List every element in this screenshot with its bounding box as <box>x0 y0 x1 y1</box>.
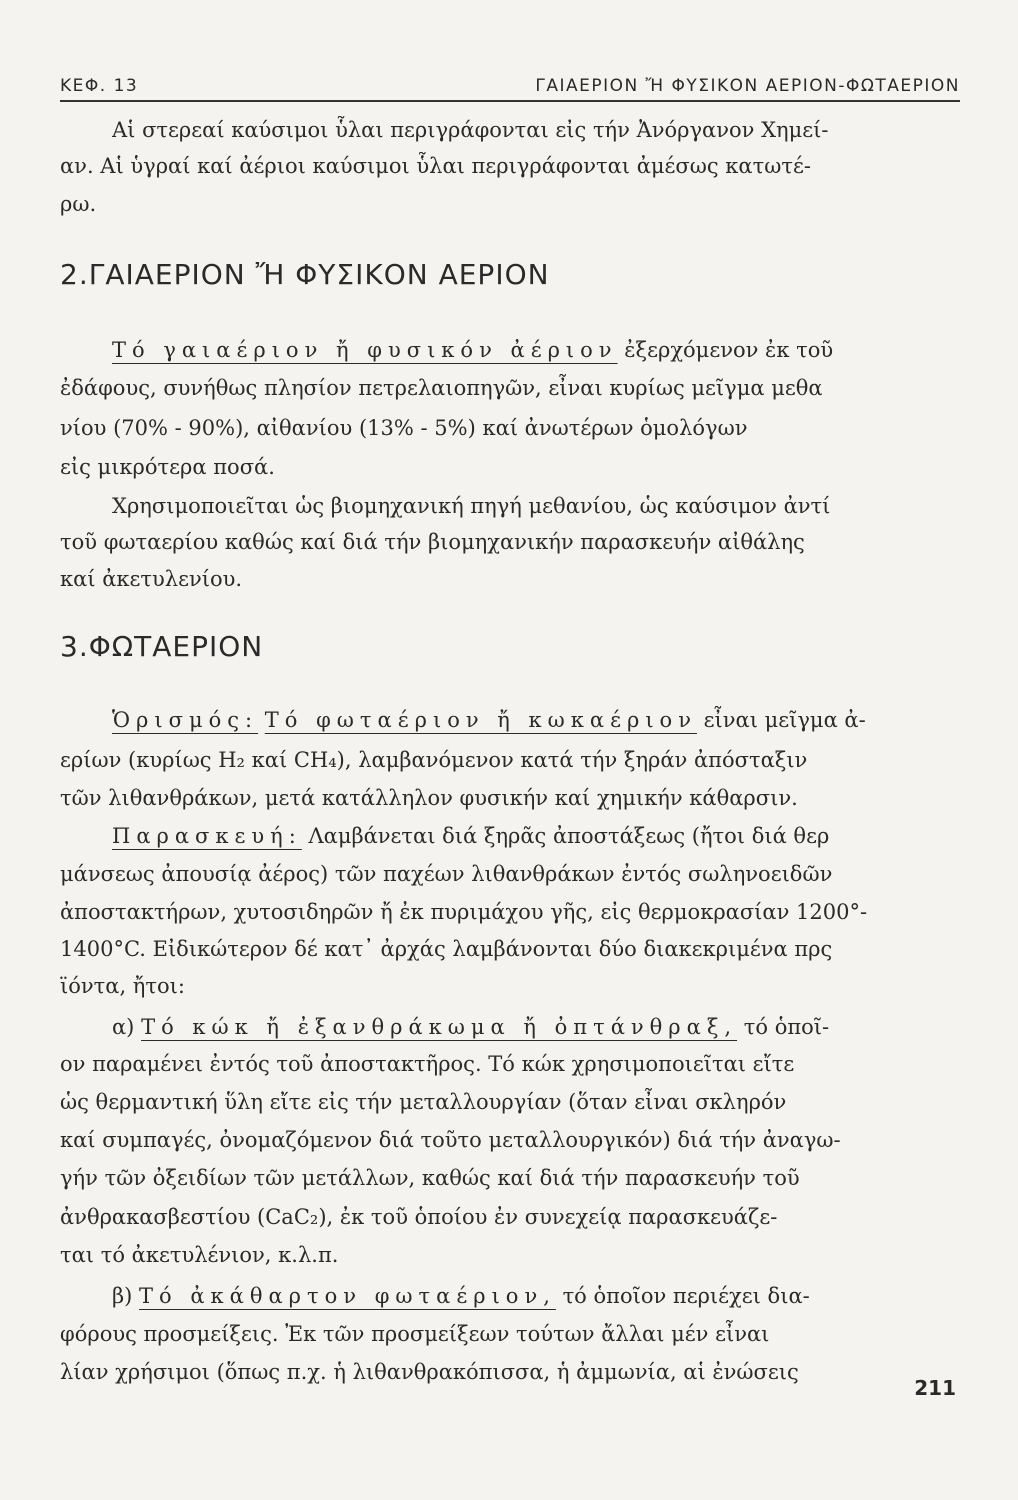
preparation-label: Παρασκευή: <box>112 824 302 848</box>
paragraph-line: μάνσεως ἀπουσίᾳ ἀέρος) τῶν παχέων λιθανθράκων ἐντός σωληνοειδῶν <box>60 862 833 886</box>
item-b-line: β) Τό ἀκάθαρτον φωταέριον, τό ὁποῖον περιέχει δια- <box>112 1284 810 1308</box>
paragraph-line: ὡς θερμαντική ὕλη εἴτε εἰς τήν μεταλλουργίαν (ὅταν εἶναι σκληρόν <box>60 1090 787 1114</box>
paragraph-line: ον παραμένει ἐντός τοῦ ἀποστακτῆρος. Τό κώκ χρησιμοποιεῖται εἴτε <box>60 1052 795 1076</box>
defined-term: Τό ἀκάθαρτον φωταέριον, <box>139 1284 556 1308</box>
running-title: ΓΑΙΑΕΡΙΟΝ Ἤ ΦΥΣΙΚΟΝ ΑΕΡΙΟΝ-ΦΩΤΑΕΡΙΟΝ <box>535 76 960 96</box>
item-label: α) <box>112 1015 135 1039</box>
paragraph-line: ἀποστακτήρων, χυτοσιδηρῶν ἤ ἐκ πυριμάχου γῆς, εἰς θερμοκρασίαν 1200°- <box>60 900 868 924</box>
defined-term: Τό φωταέριον ἤ κωκαέριον <box>264 708 697 732</box>
paragraph-line: ἐδάφους, συνήθως πλησίον πετρελαιοπηγῶν, εἶναι κυρίως μεῖγμα μεθα <box>60 376 823 400</box>
paragraph-line: ἀνθρακασβεστίου (CaC₂), ἐκ τοῦ ὁποίου ἐν συνεχείᾳ παρασκευάζε- <box>60 1205 778 1229</box>
definition-line: Ὁρισμός: Τό φωταέριον ἤ κωκαέριον εἶναι μεῖγμα ἀ- <box>112 708 866 732</box>
item-label: β) <box>112 1284 133 1308</box>
paragraph-line: λίαν χρήσιμοι (ὅπως π.χ. ἡ λιθανθρακόπισσα, ἡ ἀμμωνία, αἱ ἐνώσεις <box>60 1360 799 1384</box>
paragraph-line: νίου (70% - 90%), αἰθανίου (13% - 5%) καί ἀνωτέρων ὁμολόγων <box>60 416 748 440</box>
paragraph-line: τοῦ φωταερίου καθώς καί διά τήν βιομηχανικήν παρασκευήν αἰθάλης <box>60 530 805 554</box>
defined-term: Τό κώκ ἤ ἐξανθράκωμα ἤ ὀπτάνθραξ, <box>141 1015 738 1039</box>
section-heading-natural-gas: 2.ΓΑΙΑΕΡΙΟΝ Ἤ ΦΥΣΙΚΟΝ ΑΕΡΙΟΝ <box>60 258 550 291</box>
intro-line: αν. Αἱ ὑγραί καί ἀέριοι καύσιμοι ὗλαι περιγράφονται ἀμέσως κατωτέ- <box>60 154 811 178</box>
defined-term: Τό γαιαέριον ἤ φυσικόν ἀέριον <box>112 338 618 362</box>
paragraph-line: Τό γαιαέριον ἤ φυσικόν ἀέριον ἐξερχόμενον ἐκ τοῦ <box>112 338 834 362</box>
paragraph-line: εἰς μικρότερα ποσά. <box>60 455 275 479</box>
paragraph-line: φόρους προσμείξεις. Ἐκ τῶν προσμείξεων τούτων ἄλλαι μέν εἶναι <box>60 1322 770 1346</box>
item-a-line: α) Τό κώκ ἤ ἐξανθράκωμα ἤ ὀπτάνθραξ, τό ὁποῖ- <box>112 1015 830 1039</box>
paragraph-line: καί συμπαγές, ὀνομαζόμενον διά τοῦτο μεταλλουργικόν) διά τήν ἀναγω- <box>60 1128 841 1152</box>
chapter-label: ΚΕΦ. 13 <box>60 76 139 96</box>
running-header <box>60 74 960 102</box>
intro-line: ρω. <box>60 192 97 216</box>
page-number: 211 <box>914 1376 956 1400</box>
section-heading-coal-gas: 3.ΦΩΤΑΕΡΙΟΝ <box>60 630 264 663</box>
definition-label: Ὁρισμός: <box>112 708 259 732</box>
paragraph-line: τῶν λιθανθράκων, μετά κατάλληλον φυσικήν καί χημικήν κάθαρσιν. <box>60 786 798 810</box>
paragraph-line: 1400°C. Εἰδικώτερον δέ κατ᾽ ἀρχάς λαμβάνονται δύο διακεκριμένα πρς <box>60 937 833 961</box>
paragraph-line: ερίων (κυρίως H₂ καί CH₄), λαμβανόμενον κατά τήν ξηράν ἀπόσταξιν <box>60 748 808 772</box>
preparation-line: Παρασκευή: Λαμβάνεται διά ξηρᾶς ἀποστάξεως (ἤτοι διά θερ <box>112 824 830 848</box>
paragraph-line: Χρησιμοποιεῖται ὡς βιομηχανική πηγή μεθανίου, ὡς καύσιμον ἀντί <box>112 494 831 518</box>
paragraph-line: ται τό ἀκετυλένιον, κ.λ.π. <box>60 1243 339 1267</box>
intro-line: Αἱ στερεαί καύσιμοι ὗλαι περιγράφονται εἰς τήν Ἀνόργανον Χημεί- <box>112 118 829 142</box>
paragraph-line: καί ἀκετυλενίου. <box>60 567 243 591</box>
paragraph-line: ϊόντα, ἤτοι: <box>60 974 185 998</box>
paragraph-line: γήν τῶν ὀξειδίων τῶν μετάλλων, καθώς καί διά τήν παρασκευήν τοῦ <box>60 1166 800 1190</box>
